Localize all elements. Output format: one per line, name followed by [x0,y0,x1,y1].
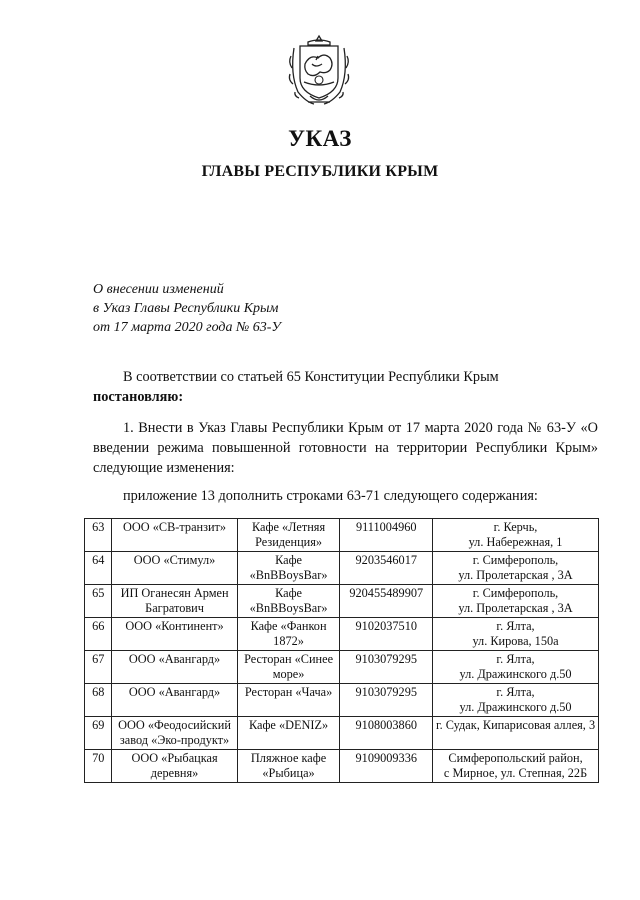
intro-text: В соответствии со статьей 65 Конституции Республики Крым [123,369,499,385]
address-line: г. Ялта, [496,619,535,633]
inn-value: 9102037510 [340,618,433,651]
inn-value: 9109009336 [340,750,433,783]
item-1-paragraph: 1. Внести в Указ Главы Республики Крым от 17 марта 2020 года № 63-У «О введении режима повышенной готовности на территории Республики Крым» следующие изменения: [93,420,598,476]
address-cell [433,717,599,750]
venue-name: Кафе «Летняя Резиденция» [237,519,340,552]
address-line: г. Керчь, [493,520,538,534]
table-row [85,684,599,717]
inn-value: 9203546017 [340,552,433,585]
table-row [85,618,599,651]
venue-name: Ресторан «Чача» [237,684,340,717]
organization-name: ИП Оганесян Армен Багратович [112,585,237,618]
venue-name: Кафе «BnBBoysBar» [237,585,340,618]
row-number: 69 [85,717,112,750]
organization-name: ООО «Рыбацкая деревня» [112,750,237,783]
organization-name: ООО «СВ-транзит» [112,519,237,552]
document-subject [93,280,281,337]
address-cell [433,651,599,684]
venue-name: Кафе «Фанкон 1872» [237,618,340,651]
venue-name: Ресторан «Синее море» [237,651,340,684]
row-number: 70 [85,750,112,783]
table-row [85,552,599,585]
venue-name: Пляжное кафе «Рыбица» [237,750,340,783]
inn-value: 9103079295 [340,684,433,717]
address-line: г. Симферополь, [472,586,559,600]
address-line: Симферопольский район, [448,751,583,765]
row-number: 64 [85,552,112,585]
venue-name: Кафе «BnBBoysBar» [237,552,340,585]
row-number: 65 [85,585,112,618]
address-cell [433,552,599,585]
address-cell [433,519,599,552]
address-cell [433,618,599,651]
organization-name: ООО «Стимул» [112,552,237,585]
inn-value: 9103079295 [340,651,433,684]
address-line: ул. Набережная, 1 [468,535,563,549]
address-line: г. Судак, Кипарисовая аллея, 3 [435,718,596,732]
address-cell [433,585,599,618]
table-row [85,519,599,552]
table-row [85,717,599,750]
subject-line: О внесении изменений [93,282,224,297]
crimea-coat-of-arms-icon [286,34,352,106]
table-row [85,585,599,618]
table-row [85,750,599,783]
intro-paragraph [93,367,598,407]
address-line: ул. Пролетарская , 3А [458,601,573,615]
row-number: 68 [85,684,112,717]
inn-value: 9111004960 [340,519,433,552]
subject-line: от 17 марта 2020 года № 63-У [93,320,281,335]
row-number: 66 [85,618,112,651]
address-line: ул. Пролетарская , 3А [458,568,573,582]
organization-name: ООО «Феодосийский завод «Эко-продукт» [112,717,237,750]
appendix-table [84,518,599,783]
address-line: г. Симферополь, [472,553,559,567]
address-line: г. Ялта, [496,685,535,699]
document-title: УКАЗ [288,126,352,151]
address-cell [433,750,599,783]
address-line: ул. Дражинского д.50 [459,667,572,681]
address-line: г. Ялта, [496,652,535,666]
decree-word: постановляю: [93,389,184,405]
venue-name: Кафе «DENIZ» [237,717,340,750]
inn-value: 920455489907 [340,585,433,618]
address-cell [433,684,599,717]
row-number: 67 [85,651,112,684]
document-subtitle: ГЛАВЫ РЕСПУБЛИКИ КРЫМ [201,163,439,180]
address-line: ул. Дражинского д.50 [459,700,572,714]
organization-name: ООО «Континент» [112,618,237,651]
organization-name: ООО «Авангард» [112,651,237,684]
organization-name: ООО «Авангард» [112,684,237,717]
address-line: с Мирное, ул. Степная, 22Б [443,766,588,780]
row-number: 63 [85,519,112,552]
address-line: ул. Кирова, 150а [472,634,559,648]
appendix-paragraph: приложение 13 дополнить строками 63-71 следующего содержания: [123,488,538,504]
inn-value: 9108003860 [340,717,433,750]
subject-line: в Указ Главы Республики Крым [93,301,279,316]
table-row [85,651,599,684]
